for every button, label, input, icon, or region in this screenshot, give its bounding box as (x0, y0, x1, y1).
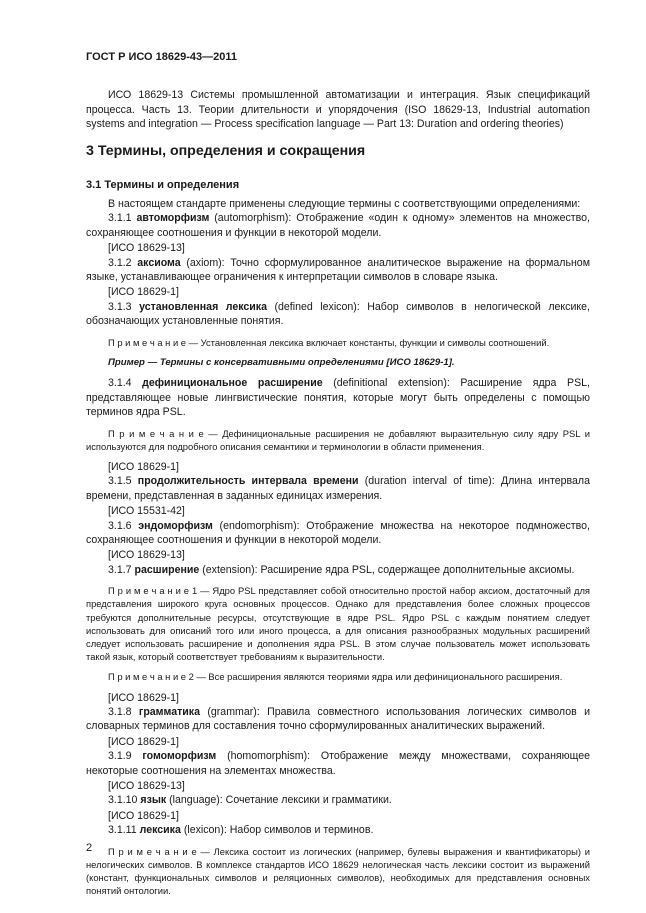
term-number: 3.1.6 (108, 519, 139, 532)
term-source: [ИСО 18629-1] (108, 286, 179, 299)
term-name: расширение (134, 563, 200, 576)
term-number: 3.1.9 (108, 750, 143, 763)
note (86, 336, 590, 349)
term-text: (extension): Расширение ядра PSL, содержащее дополнительные аксиомы. (199, 563, 575, 576)
term-definition (86, 376, 590, 419)
term-text: (lexicon): Набор символов и терминов. (180, 824, 374, 837)
term-text: (grammar): Правила совместного использования логических символов и словарных терминов для составления точно сформулированных аналитических выражений. (86, 706, 590, 733)
normative-reference-paragraph: ИСО 18629-13 Системы промышленной автоматизации и интеграция. Язык спецификаций процесса. Часть 13. Теории длительности и упорядочения (ISO 18629-13, Industrial automation systems and integration — Process specification language — Part 13: Duration and ordering theories) (86, 89, 590, 131)
term-name: дефинициональное расширение (142, 377, 323, 390)
example: Пример — Термины с консервативными определениями [ИСО 18629-1]. (108, 356, 455, 368)
term-definition (86, 705, 590, 734)
term-source: [ИСО 18629-1] (108, 735, 179, 748)
term-definition (86, 519, 590, 548)
term-name: лексика (139, 824, 181, 837)
term-text: (defined lexicon): Набор символов в нелогической лексике, обозначающих установленные понятия. (86, 300, 590, 328)
term-source: [ИСО 18629-1] (108, 809, 179, 822)
term-number: 3.1.11 (108, 824, 140, 837)
section-title: 3 Термины, определения и сокращения (86, 142, 366, 159)
term-number: 3.1.5 (108, 475, 138, 488)
term-definition (86, 211, 590, 240)
note-label: П р и м е ч а н и е 2 (108, 671, 194, 683)
note-text: — Установленная лексика включает константы, функции и символы соотношений. (186, 336, 550, 348)
term-name: эндоморфизм (138, 519, 213, 532)
term-text: (homomorphism): Отображение между множествами, сохраняющее некоторые соотношения на элементах множества. (86, 750, 590, 777)
term-definition (86, 474, 590, 503)
term-text: (definitional extension): Расширение ядра PSL, представляющее новые лингвистические понятия, которые могут быть определены с помощью терминов ядра PSL. (86, 377, 590, 419)
term-number: 3.1.3 (108, 300, 140, 313)
term-definition (86, 300, 590, 329)
page-number: 2 (86, 842, 93, 854)
term-definition (86, 563, 590, 577)
term-source: [ИСО 18629-13] (108, 242, 185, 255)
note (86, 427, 590, 453)
term-source: [ИСО 15531-42] (108, 505, 185, 518)
term-text: (axiom): Точно сформулированное аналитическое выражение на формальном языке, устанавливающее ограничения к интерпретации символов в словаре языка. (86, 256, 590, 284)
term-number: 3.1.8 (108, 706, 139, 718)
term-definition (86, 793, 590, 807)
term-text: (endomorphism): Отображение множества на некоторое подмножество, сохраняющее соотношения и функции в некоторой модели. (86, 519, 590, 546)
term-number: 3.1.10 (108, 794, 141, 807)
note (86, 845, 590, 898)
term-name: продолжительность интервала времени (137, 475, 359, 488)
term-name: автоморфизм (136, 212, 210, 225)
term-name: установленная лексика (139, 300, 267, 313)
note-label: П р и м е ч а н и е (108, 427, 204, 439)
term-name: гомоморфизм (142, 750, 217, 763)
note-text: — Все расширения являются теориями ядра или дефиниционального расширения. (193, 671, 563, 683)
term-definition (86, 749, 590, 778)
term-name: грамматика (138, 706, 201, 718)
term-name: аксиома (137, 256, 181, 269)
term-number: 3.1.1 (108, 212, 137, 225)
term-text: (automorphism): Отображение «один к одному» элементов на множество, сохраняющее соотношения и функции в некоторой модели. (86, 212, 590, 239)
term-number: 3.1.2 (108, 256, 138, 269)
subsection-title: 3.1 Термины и определения (86, 178, 240, 191)
term-source: [ИСО 18629-1] (108, 460, 179, 473)
note-text: — Ядро PSL представляет собой относительно простой набор аксиом, достаточный для представления широкого круга основных процессов. Однако для представления более сложных процессов требуются дополнительные ресурсы, отсутствующие в ядре PSL. Ядро PSL с каждым понятием следует использовать для описаний того или иного процесса, а для описания разнообразных модульных расширений следует использовать расширение и дополнения ядра PSL. В этом случае пользователь может использовать такой язык, который соответствует требованиям к выразительности. (86, 585, 590, 663)
note-label: П р и м е ч а н и е (108, 336, 187, 348)
note-text: — Дефинициональные расширения не добавляют выразительную силу ядру PSL и используются для подробного описания семантики и терминологии в области применения. (86, 427, 590, 452)
term-number: 3.1.4 (108, 377, 143, 390)
note (86, 670, 590, 683)
term-text: (language): Сочетание лексики и грамматики. (166, 794, 392, 807)
note-text: — Лексика состоит из логических (например, булевы выражения и квантификаторы) и нелогических символов. В комплексе стандартов ИСО 18629 нелогическая часть лексики состоит из выражений (констант, функциональных символов и реляционных символов), необходимых для представления основных понятий онтологии. (86, 845, 590, 897)
lead-paragraph: В настоящем стандарте применены следующие термины с соответствующими определениями: (108, 198, 581, 211)
note (86, 584, 590, 663)
note-label: П р и м е ч а н и е (108, 845, 197, 857)
term-text: (duration interval of time): Длина интервала времени, представленная в заданных единицах измерения. (86, 475, 590, 502)
term-definition (86, 823, 590, 837)
note-label: П р и м е ч а н и е 1 (108, 585, 198, 597)
term-name: язык (140, 794, 167, 807)
term-definition (86, 256, 590, 285)
document-header: ГОСТ Р ИСО 18629-43—2011 (86, 51, 238, 63)
term-source: [ИСО 18629-1] (108, 691, 179, 704)
term-source: [ИСО 18629-13] (108, 549, 185, 562)
term-number: 3.1.7 (108, 563, 135, 576)
term-source: [ИСО 18629-13] (108, 780, 185, 793)
